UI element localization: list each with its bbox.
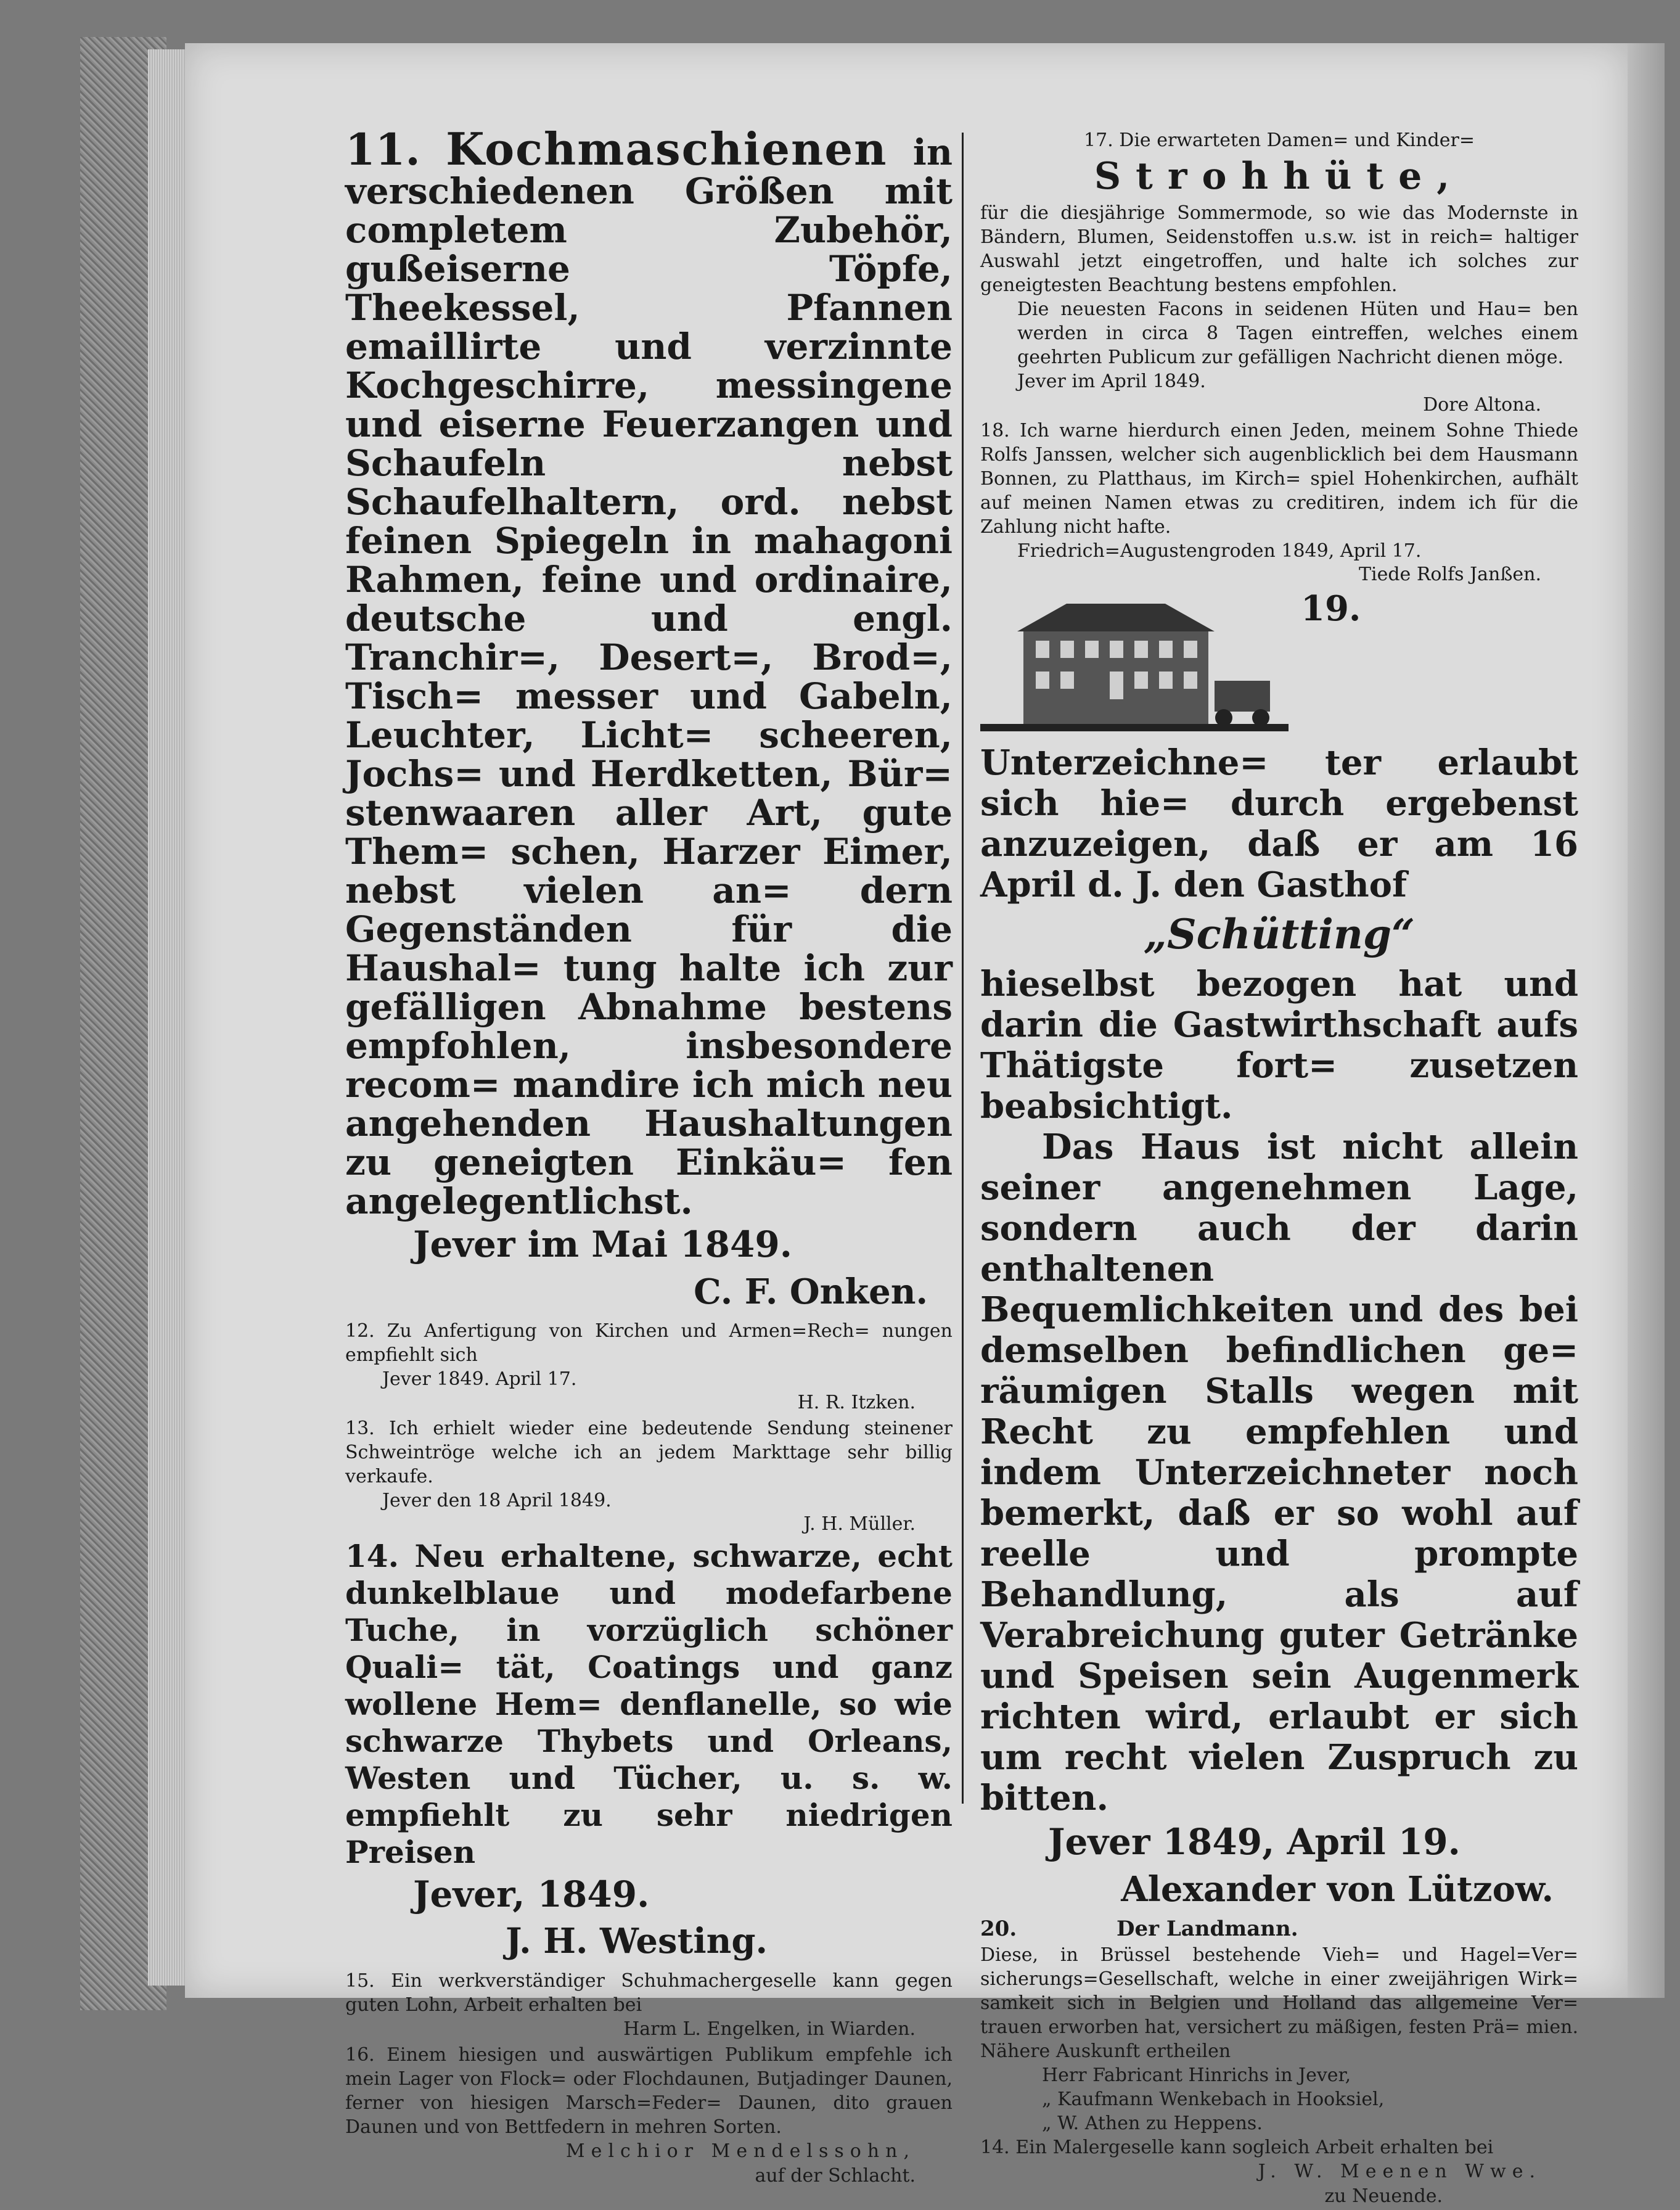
inn-building-illustration xyxy=(980,588,1289,742)
ad-19-text: 19. Unterzeichne= ter erlaubt sich hie= durch ergebenst anzuzeigen, daß er am 16 April d. J. den Gasthof xyxy=(980,588,1578,905)
ad-20-agent: „ Kaufmann Wenkebach in Hooksiel, xyxy=(1042,2088,1385,2110)
ad-signature: Harm L. Engelken, in Wiarden. xyxy=(623,2018,916,2040)
ad-signature: H. R. Itzken. xyxy=(797,1391,916,1413)
ad-20-agent: „ W. Athen zu Heppens. xyxy=(1042,2112,1263,2134)
ad-signature: Dore Altona. xyxy=(1423,394,1541,416)
ad-signature: J. H. Westing. xyxy=(505,1921,768,1962)
ad-20-agent: Herr Fabricant Hinrichs in Jever, xyxy=(1042,2064,1351,2086)
ad-date: Jever 1849, April 19. xyxy=(1048,1821,1461,1863)
ad-body: in verschiedenen Größen mit completem Zubehör, gußeiserne Töpfe, Theekessel, Pfannen emaillirte und verzinnte Kochgeschirre, messingene und eiserne Feuerzangen und Schaufeln nebst Schaufelhaltern, ord. nebst feinen Spiegeln in mahagoni Rahmen, feine und ordinaire, deutsche und engl. Tranchir=, Desert=, Brod=, Tisch= messer und Gabeln, Leuchter, Licht= scheeren, Jochs= und Herdketten, Bür= stenwaaren aller Art, gute Them= schen, Harzer Eimer, nebst vielen an= dern Gegenständen für die Haushal= tung halte ich zur gefälligen Abnahme bestens empfohlen, insbesondere recom= mandire ich mich neu angehenden Haushaltungen zu geneigten Einkäu= fen angelegentlichst. xyxy=(345,131,953,1222)
ad-signature: J. H. Müller. xyxy=(803,1513,916,1535)
ad-signature: Alexander von Lützow. xyxy=(1121,1868,1554,1910)
ad-19 xyxy=(980,588,1578,905)
ad-15: 15. Ein werkverständiger Schuhmachergeselle kann gegen guten Lohn, Arbeit erhalten bei xyxy=(345,1970,953,2016)
ad-19-text-2: hieselbst bezogen hat und darin die Gastwirthschaft aufs Thätigste fort= zusetzen beabsichtigt. xyxy=(980,964,1578,1127)
ad-signature: Tiede Rolfs Janßen. xyxy=(1358,564,1541,585)
ad-number: 11. xyxy=(345,124,420,175)
ad-title: Der Landmann. xyxy=(1117,1916,1298,1941)
ad-signature-location: auf der Schlacht. xyxy=(755,2164,916,2187)
ad-signature: J. W. Meenen Wwe. xyxy=(1258,2160,1541,2182)
ad-13: 13. Ich erhielt wieder eine bedeutende Sendung steinener Schweintröge welche ich an jedem Markttage sehr billig verkaufe. xyxy=(345,1417,953,1487)
ad-19-text-3: Das Haus ist nicht allein seiner angenehmen Lage, sondern auch der darin enthaltenen Bequemlichkeiten und des bei demselben befindlichen ge= räumigen Stalls wegen mit Recht zu empfehlen und indem Unterzeichneter noch bemerkt, daß er so wohl auf reelle und prompte Behandlung, als auf Verabreichung guter Getränke und Speisen sein Augenmerk richten wird, erlaubt er sich um recht vielen Zuspruch zu bitten. xyxy=(980,1127,1578,1819)
ad-signature: Melchior Mendelssohn, xyxy=(565,2140,916,2162)
right-column xyxy=(980,129,1578,2210)
ad-20: Diese, in Brüssel bestehende Vieh= und Hagel=Ver= sicherungs=Gesellschaft, welche in einer zweijährigen Wirk= samkeit sich in Belgien und Holland das allgemeine Ver= trauen erworben hat, versichert zu mäßigen, festen Prä= mien. Nähere Auskunft ertheilen xyxy=(980,1944,1578,2062)
ad-12: 12. Zu Anfertigung von Kirchen und Armen=Rech= nungen empfiehlt sich xyxy=(345,1320,953,1366)
ad-20-heading xyxy=(980,1916,1578,1942)
column-divider xyxy=(962,133,964,1804)
ad-17-continued: Die neuesten Facons in seidenen Hüten und Hau= ben werden in circa 8 Tagen eintreffen, welches einem geehrten Publicum zur gefälligen Nachricht dienen möge. xyxy=(1017,298,1578,368)
ad-number: 20. xyxy=(980,1916,1017,1941)
ad-date: Jever im Mai 1849. xyxy=(413,1223,792,1265)
ad-signature-location: zu Neuende. xyxy=(1324,2185,1443,2207)
ad-date: Jever, 1849. xyxy=(413,1873,650,1915)
ad-17-title: Strohhüte, xyxy=(1094,155,1465,198)
ad-date: Jever im April 1849. xyxy=(1017,371,1206,392)
ad-19-gasthof-name: „Schütting“ xyxy=(1144,910,1415,958)
ad-16: 16. Einem hiesigen und auswärtigen Publikum empfehle ich mein Lager von Flock= oder Flochdaunen, Butjadinger Daunen, ferner von hiesigen Marsch=Feder= Daunen, dito grauen Daunen und von Bettfedern in mehren Sorten. xyxy=(345,2044,953,2138)
ad-17-intro: 17. Die erwarteten Damen= und Kinder= xyxy=(1084,129,1475,151)
left-column xyxy=(345,123,953,2190)
ad-14b: 14. Ein Malergeselle kann sogleich Arbeit erhalten bei xyxy=(980,2136,1494,2158)
next-page-edge xyxy=(1628,43,1665,1998)
ad-17: für die diesjährige Sommermode, so wie das Modernste in Bändern, Blumen, Seidenstoffen u.s.w. ist in reich= haltiger Auswahl jetzt eingetroffen, und halte ich solches zur geneigtesten Beachtung bestens empfohlen. xyxy=(980,202,1578,296)
ad-18: 18. Ich warne hierdurch einen Jeden, meinem Sohne Thiede Rolfs Janssen, welcher sich augenblicklich bei dem Hausmann Bonnen, zu Platthaus, im Kirch= spiel Hohenkirchen, aufhält auf meinen Namen etwas zu creditiren, indem ich für die Zahlung nicht hafte. xyxy=(980,420,1578,538)
ad-title: Kochmaschienen xyxy=(446,123,888,175)
ad-14: 14. Neu erhaltene, schwarze, echt dunkelblaue und modefarbene Tuche, in vorzüglich schöner Quali= tät, Coatings und ganz wollene Hem= denflanelle, so wie schwarze Thybets und Orleans, Westen und Tücher, u. s. w. empfiehlt zu sehr niedrigen Preisen xyxy=(345,1537,953,1870)
ad-date: Jever 1849. April 17. xyxy=(382,1368,577,1390)
ad-date: Jever den 18 April 1849. xyxy=(382,1489,612,1511)
ad-11 xyxy=(345,123,953,1222)
ad-signature: C. F. Onken. xyxy=(694,1271,928,1312)
ad-date: Friedrich=Augustengroden 1849, April 17. xyxy=(1017,540,1422,562)
